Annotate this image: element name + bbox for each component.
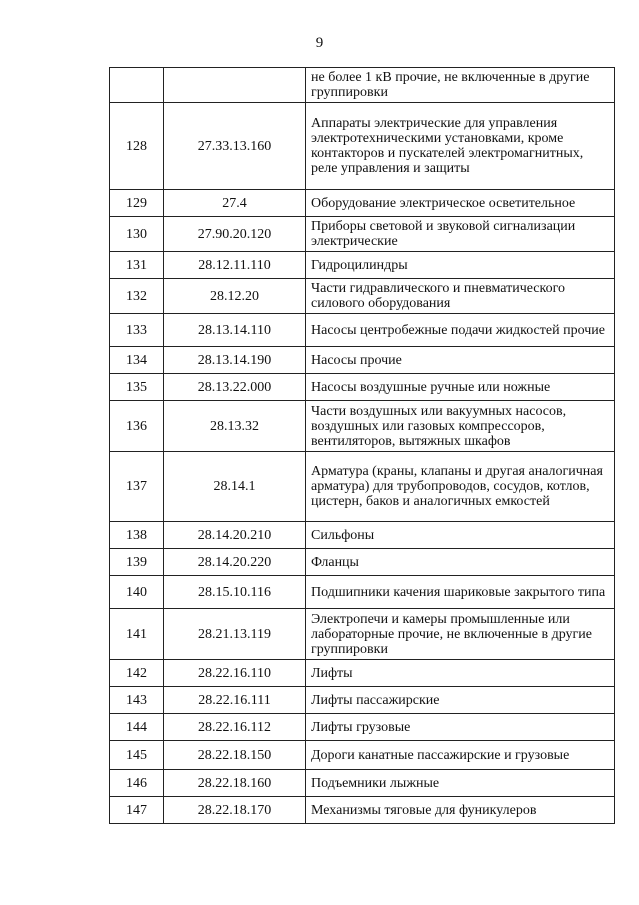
okpd-code — [164, 68, 306, 103]
table-row — [110, 103, 615, 190]
table-row — [110, 714, 615, 741]
table-row — [110, 217, 615, 252]
row-number: 138 — [110, 522, 164, 549]
table-body — [110, 68, 615, 824]
okpd-code: 28.22.16.111 — [164, 687, 306, 714]
item-description: Сильфоны — [306, 522, 615, 549]
item-description: Лифты грузовые — [306, 714, 615, 741]
item-description: Приборы световой и звуковой сигнализации электрические — [306, 217, 615, 252]
row-number: 147 — [110, 797, 164, 824]
okpd-code: 28.14.20.210 — [164, 522, 306, 549]
row-number: 136 — [110, 401, 164, 452]
row-number: 145 — [110, 741, 164, 770]
item-description: Дороги канатные пассажирские и грузовые — [306, 741, 615, 770]
table-row — [110, 190, 615, 217]
item-description: Лифты пассажирские — [306, 687, 615, 714]
table-row — [110, 452, 615, 522]
item-description: Механизмы тяговые для фуникулеров — [306, 797, 615, 824]
item-description: Электропечи и камеры промышленные или лабораторные прочие, не включенные в другие группировки — [306, 609, 615, 660]
row-number: 143 — [110, 687, 164, 714]
row-number: 128 — [110, 103, 164, 190]
table-row — [110, 522, 615, 549]
row-number: 133 — [110, 314, 164, 347]
item-description: Части гидравлического и пневматического силового оборудования — [306, 279, 615, 314]
okpd-code: 28.13.22.000 — [164, 374, 306, 401]
okpd-code: 28.15.10.116 — [164, 576, 306, 609]
classifier-table — [109, 67, 615, 824]
okpd-code: 28.21.13.119 — [164, 609, 306, 660]
item-description: Арматура (краны, клапаны и другая аналогичная арматура) для трубопроводов, сосудов, котлов, цистерн, баков и аналогичных емкостей — [306, 452, 615, 522]
row-number: 130 — [110, 217, 164, 252]
item-description: Насосы прочие — [306, 347, 615, 374]
row-number: 141 — [110, 609, 164, 660]
okpd-code: 28.22.18.170 — [164, 797, 306, 824]
okpd-code: 28.22.18.160 — [164, 770, 306, 797]
row-number: 140 — [110, 576, 164, 609]
okpd-code: 28.13.14.110 — [164, 314, 306, 347]
table-row — [110, 660, 615, 687]
okpd-code: 28.22.16.112 — [164, 714, 306, 741]
okpd-code: 28.13.32 — [164, 401, 306, 452]
table-row — [110, 770, 615, 797]
table-row — [110, 374, 615, 401]
okpd-code: 28.12.20 — [164, 279, 306, 314]
item-description: Части воздушных или вакуумных насосов, воздушных или газовых компрессоров, вентиляторов, вытяжных шкафов — [306, 401, 615, 452]
okpd-code: 28.22.18.150 — [164, 741, 306, 770]
okpd-code: 28.12.11.110 — [164, 252, 306, 279]
item-description: Фланцы — [306, 549, 615, 576]
okpd-code: 27.33.13.160 — [164, 103, 306, 190]
row-number: 142 — [110, 660, 164, 687]
table-row — [110, 279, 615, 314]
table-row — [110, 741, 615, 770]
row-number: 146 — [110, 770, 164, 797]
table-row — [110, 609, 615, 660]
okpd-code: 28.13.14.190 — [164, 347, 306, 374]
row-number: 131 — [110, 252, 164, 279]
table-row — [110, 401, 615, 452]
item-description: Подшипники качения шариковые закрытого типа — [306, 576, 615, 609]
item-description: Оборудование электрическое осветительное — [306, 190, 615, 217]
table-row — [110, 347, 615, 374]
table-row — [110, 687, 615, 714]
row-number: 134 — [110, 347, 164, 374]
okpd-code: 28.22.16.110 — [164, 660, 306, 687]
row-number: 139 — [110, 549, 164, 576]
table-row — [110, 68, 615, 103]
okpd-code: 27.90.20.120 — [164, 217, 306, 252]
row-number — [110, 68, 164, 103]
table-row — [110, 576, 615, 609]
table-row — [110, 797, 615, 824]
row-number: 135 — [110, 374, 164, 401]
okpd-code: 28.14.1 — [164, 452, 306, 522]
table-row — [110, 252, 615, 279]
item-description: не более 1 кВ прочие, не включенные в другие группировки — [306, 68, 615, 103]
page-number: 9 — [315, 35, 324, 51]
table-row — [110, 314, 615, 347]
okpd-code: 27.4 — [164, 190, 306, 217]
item-description: Аппараты электрические для управления электротехническими установками, кроме контакторов и пускателей электромагнитных, реле управления и защиты — [306, 103, 615, 190]
row-number: 132 — [110, 279, 164, 314]
item-description: Насосы центробежные подачи жидкостей прочие — [306, 314, 615, 347]
item-description: Насосы воздушные ручные или ножные — [306, 374, 615, 401]
item-description: Лифты — [306, 660, 615, 687]
table-row — [110, 549, 615, 576]
row-number: 137 — [110, 452, 164, 522]
item-description: Гидроцилиндры — [306, 252, 615, 279]
okpd-code: 28.14.20.220 — [164, 549, 306, 576]
row-number: 144 — [110, 714, 164, 741]
item-description: Подъемники лыжные — [306, 770, 615, 797]
row-number: 129 — [110, 190, 164, 217]
